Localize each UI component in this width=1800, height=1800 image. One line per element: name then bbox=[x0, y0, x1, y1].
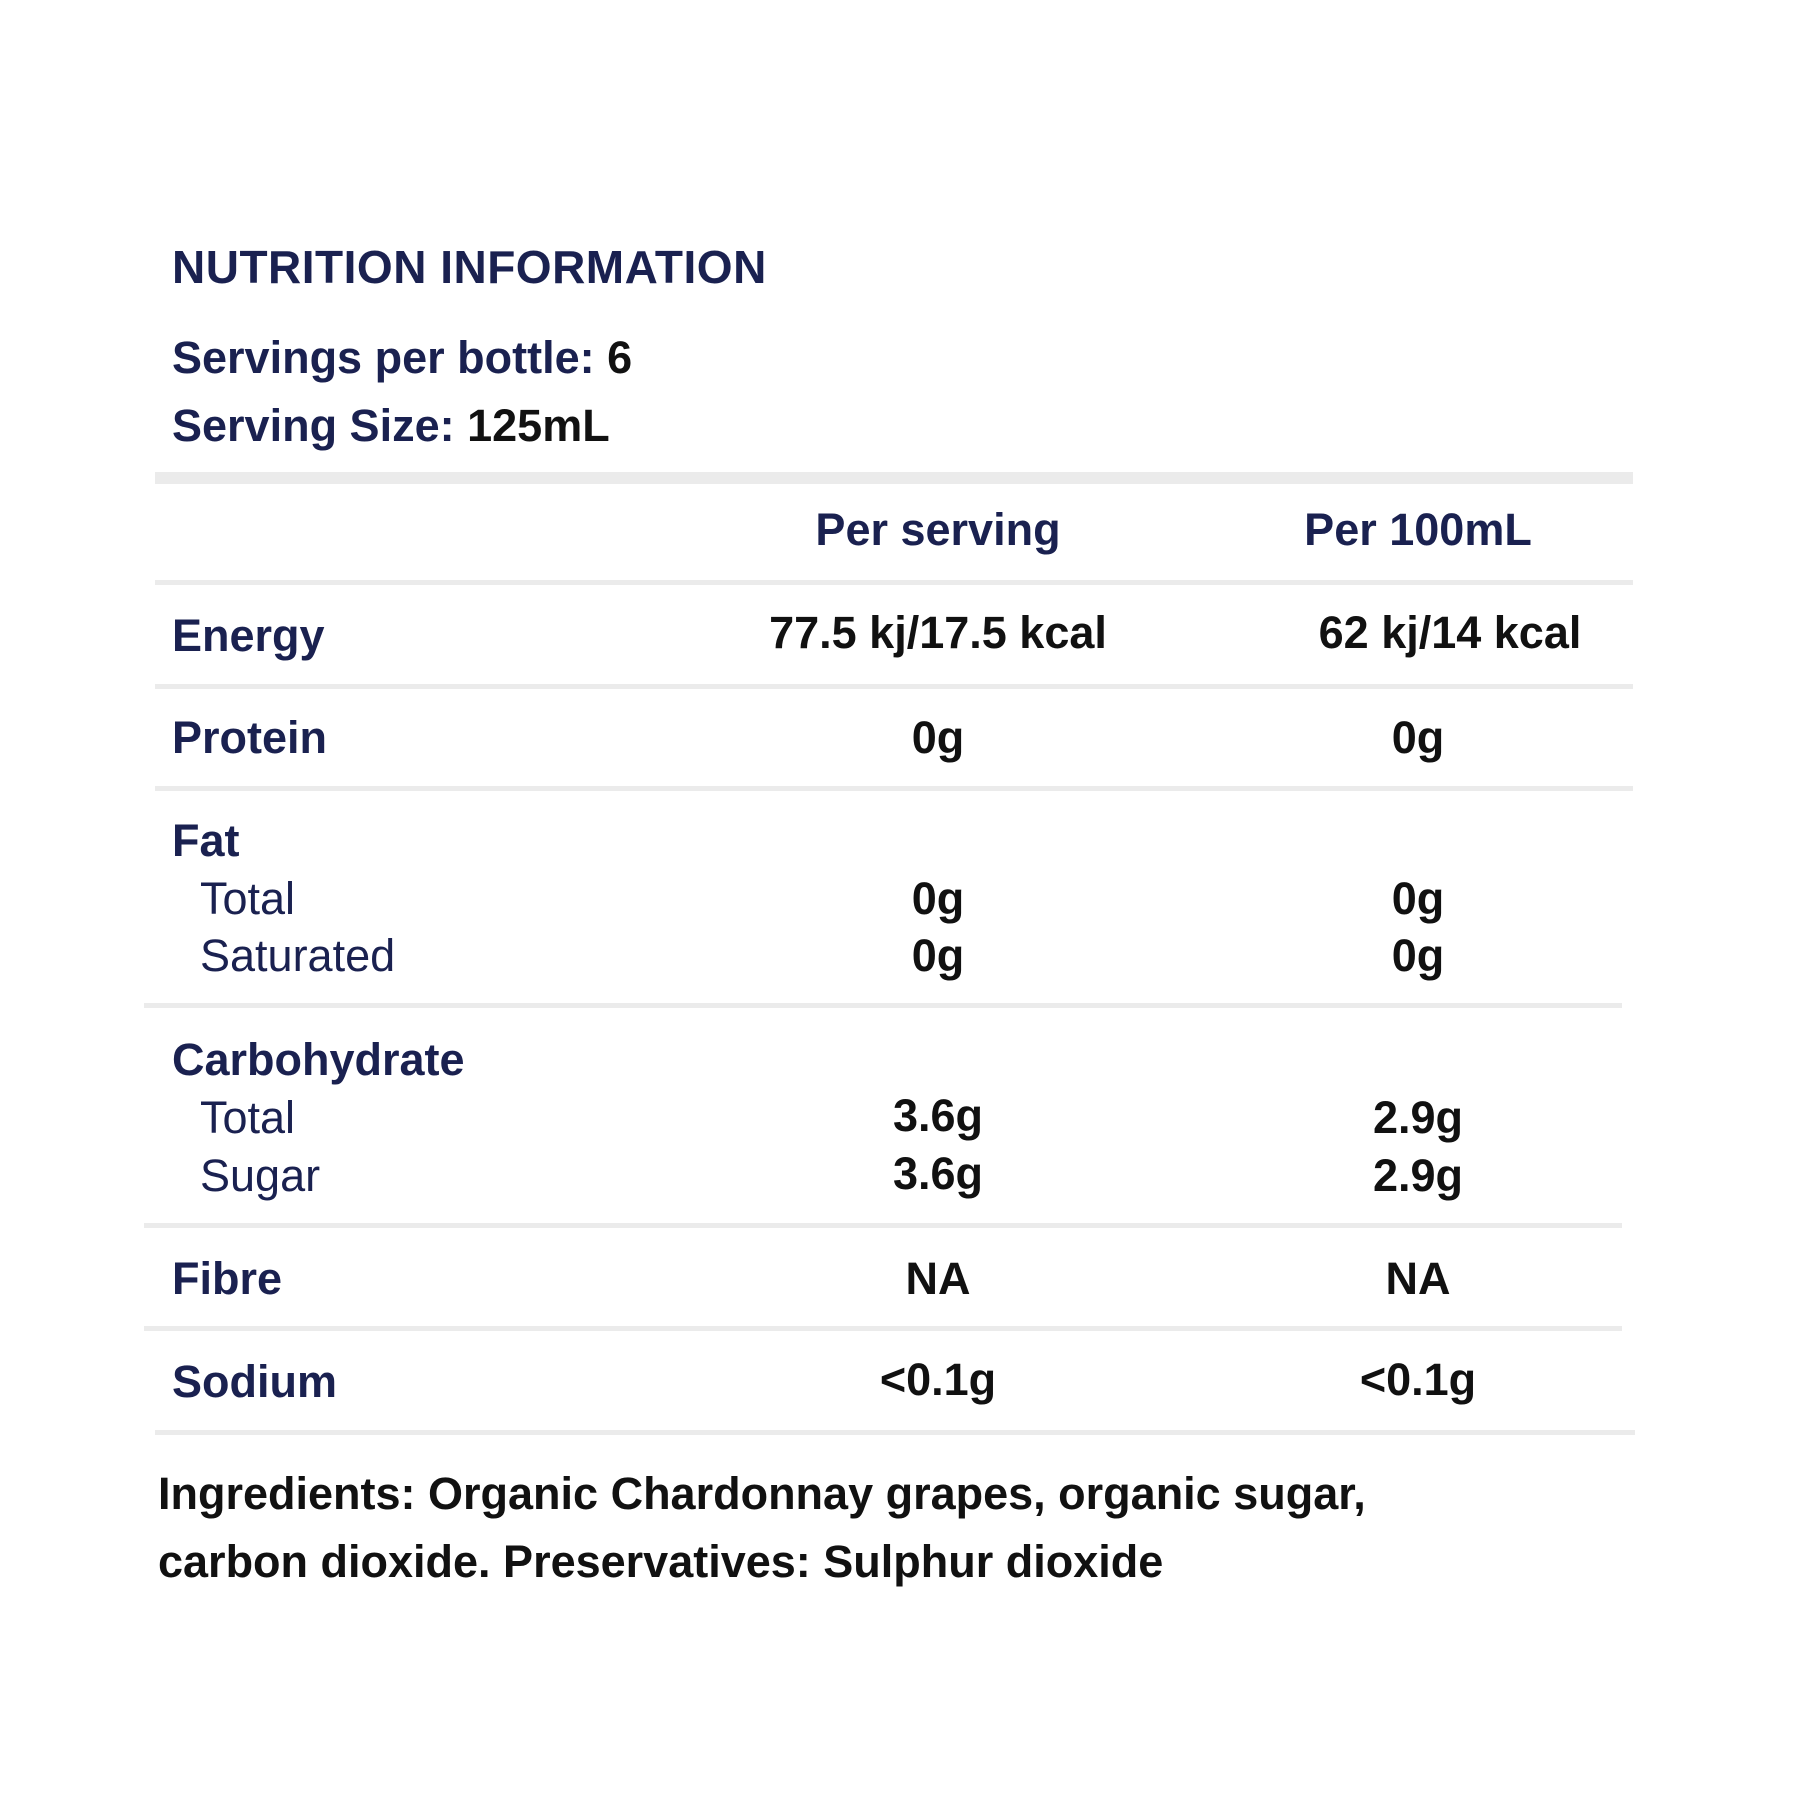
carbohydrate-total-label: Total bbox=[200, 1092, 296, 1143]
ingredients-line-1: Ingredients: Organic Chardonnay grapes, organic sugar, bbox=[158, 1468, 1366, 1519]
fat-total-label: Total bbox=[200, 873, 296, 924]
row-label-sodium: Sodium bbox=[172, 1356, 337, 1407]
row-label-fat: Fat bbox=[172, 815, 240, 866]
ingredients-line-2: carbon dioxide. Preservatives: Sulphur dioxide bbox=[158, 1536, 1164, 1587]
energy-per-100ml: 62 kj/14 kcal bbox=[1318, 607, 1582, 658]
row-label-carbohydrate: Carbohydrate bbox=[172, 1034, 465, 1085]
ingredients-text bbox=[158, 1460, 1598, 1596]
row-divider bbox=[144, 1223, 1622, 1228]
table-bottom-rule bbox=[155, 1430, 1635, 1435]
row-label-protein: Protein bbox=[172, 712, 328, 763]
fat-saturated-label: Saturated bbox=[200, 930, 396, 981]
sodium-per-100ml: <0.1g bbox=[1359, 1354, 1477, 1405]
carbohydrate-total-per-serving: 3.6g bbox=[892, 1090, 984, 1141]
protein-per-serving: 0g bbox=[911, 712, 965, 763]
fat-total-per-100ml: 0g bbox=[1391, 873, 1445, 924]
fat-total-per-serving: 0g bbox=[911, 873, 965, 924]
carbohydrate-sugar-label: Sugar bbox=[200, 1150, 321, 1201]
servings-per-bottle bbox=[172, 332, 632, 384]
carbohydrate-sugar-per-serving: 3.6g bbox=[892, 1148, 984, 1199]
row-divider bbox=[155, 580, 1633, 585]
servings-per-bottle-label: Servings per bottle: bbox=[172, 332, 595, 383]
serving-size-value: 125mL bbox=[467, 400, 610, 451]
table-top-rule bbox=[155, 472, 1633, 484]
label-title: NUTRITION INFORMATION bbox=[172, 241, 767, 293]
fat-saturated-per-serving: 0g bbox=[911, 930, 965, 981]
fat-saturated-per-100ml: 0g bbox=[1391, 930, 1445, 981]
servings-per-bottle-value: 6 bbox=[607, 332, 633, 383]
serving-size-label: Serving Size: bbox=[172, 400, 455, 451]
serving-size bbox=[172, 400, 610, 452]
column-header-per-serving: Per serving bbox=[815, 504, 1061, 555]
row-label-fibre: Fibre bbox=[172, 1253, 283, 1304]
carbohydrate-sugar-per-100ml: 2.9g bbox=[1372, 1150, 1464, 1201]
row-divider bbox=[155, 684, 1633, 689]
fibre-per-serving: NA bbox=[905, 1253, 971, 1304]
row-label-energy: Energy bbox=[172, 610, 325, 661]
energy-per-serving: 77.5 kj/17.5 kcal bbox=[769, 607, 1107, 658]
carbohydrate-total-per-100ml: 2.9g bbox=[1372, 1092, 1464, 1143]
row-divider bbox=[155, 786, 1633, 791]
protein-per-100ml: 0g bbox=[1391, 712, 1445, 763]
row-divider bbox=[144, 1326, 1622, 1331]
fibre-per-100ml: NA bbox=[1385, 1253, 1451, 1304]
column-header-per-100ml: Per 100mL bbox=[1304, 504, 1532, 555]
sodium-per-serving: <0.1g bbox=[879, 1354, 997, 1405]
row-divider bbox=[144, 1003, 1622, 1008]
